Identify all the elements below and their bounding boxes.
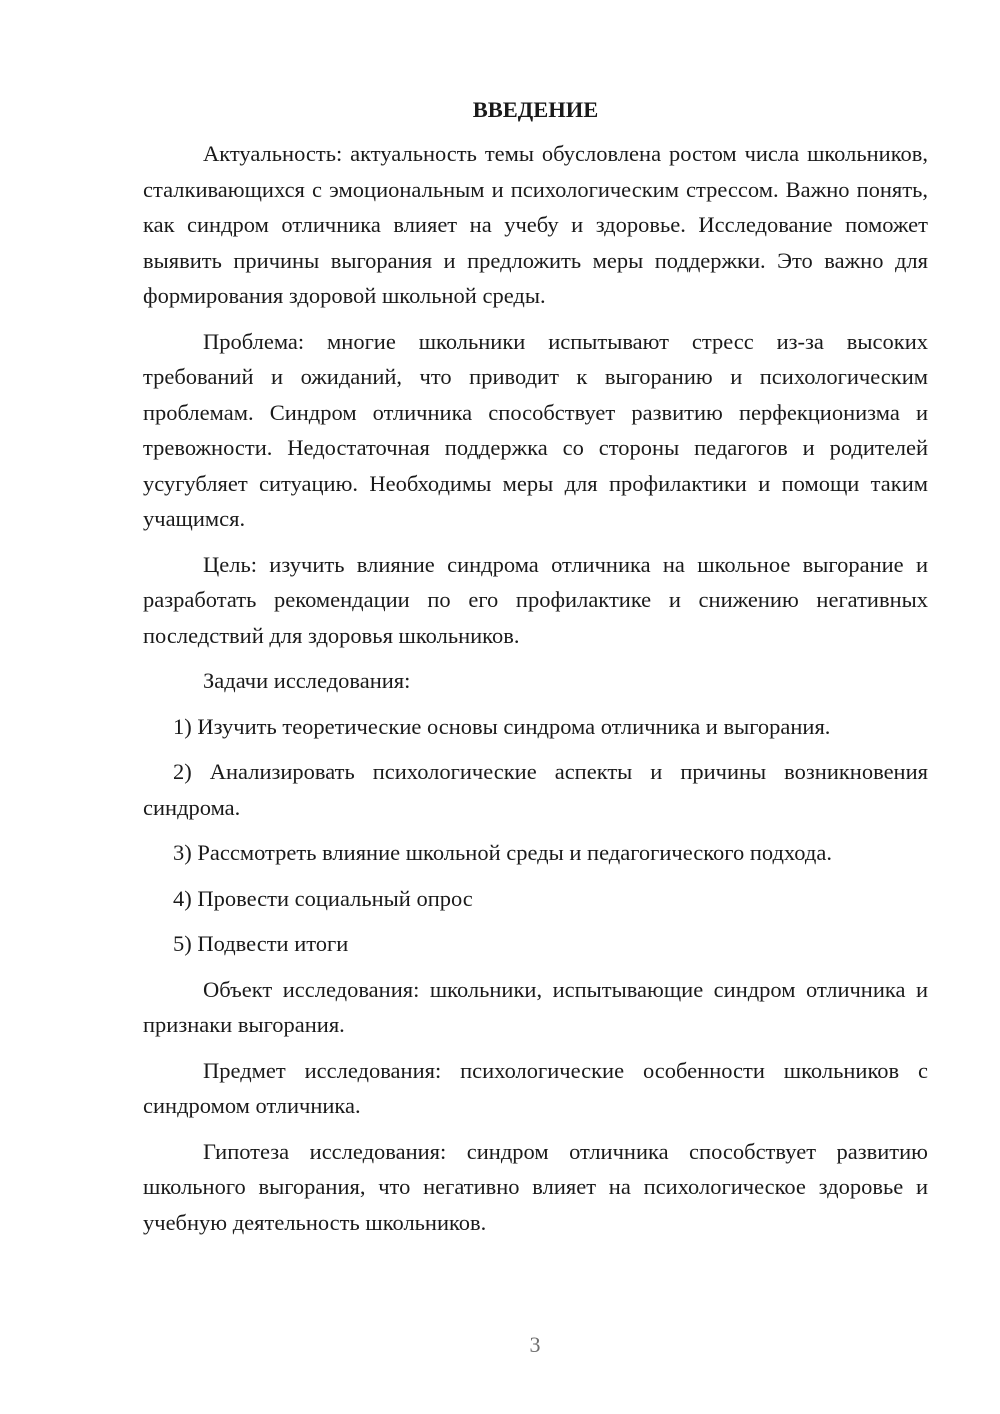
paragraph-object: Объект исследования: школьники, испытывающие синдром отличника и признаки выгорания. — [143, 976, 928, 1037]
page-content — [143, 92, 928, 1240]
task-item-1: 1) Изучить теоретические основы синдрома отличника и выгорания. — [173, 713, 831, 739]
paragraph-goal: Цель: изучить влияние синдрома отличника на школьное выгорание и разработать рекомендации по его профилактике и снижению негативных последствий для здоровья школьников. — [143, 551, 928, 648]
paragraph-subject: Предмет исследования: психологические особенности школьников с синдромом отличника. — [143, 1057, 928, 1118]
task-item-3: 3) Рассмотреть влияние школьной среды и педагогического подхода. — [173, 840, 832, 865]
paragraph-hypothesis: Гипотеза исследования: синдром отличника способствует развитию школьного выгорания, что негативно влияет на психологическое здоровье и учебную деятельность школьников. — [143, 1138, 928, 1235]
page-number: 3 — [529, 1332, 541, 1357]
task-item-4: 4) Провести социальный опрос — [173, 885, 473, 911]
task-item-5: 5) Подвести итоги — [173, 931, 349, 956]
task-item-2: 2) Анализировать психологические аспекты и причины возникновения синдрома. — [143, 759, 928, 820]
paragraph-relevance: Актуальность: актуальность темы обусловлена ростом числа школьников, сталкивающихся с эмоциональным и психологическим стрессом. Важно понять, как синдром отличника влияет на учебу и здоровье. Исследование поможет выявить причины выгорания и предложить меры поддержки. Это важно для формирования здоровой школьной среды. — [143, 141, 928, 308]
paragraph-problem: Проблема: многие школьники испытывают стресс из-за высоких требований и ожиданий, что приводит к выгоранию и психологическим проблемам. Синдром отличника способствует развитию перфекционизма и тревожности. Недостаточная поддержка со стороны педагогов и родителей усугубляет ситуацию. Необходимы меры для профилактики и помощи таким учащимся. — [143, 328, 928, 531]
paragraph-tasks-heading: Задачи исследования: — [203, 668, 411, 693]
section-title: ВВЕДЕНИЕ — [472, 97, 599, 122]
